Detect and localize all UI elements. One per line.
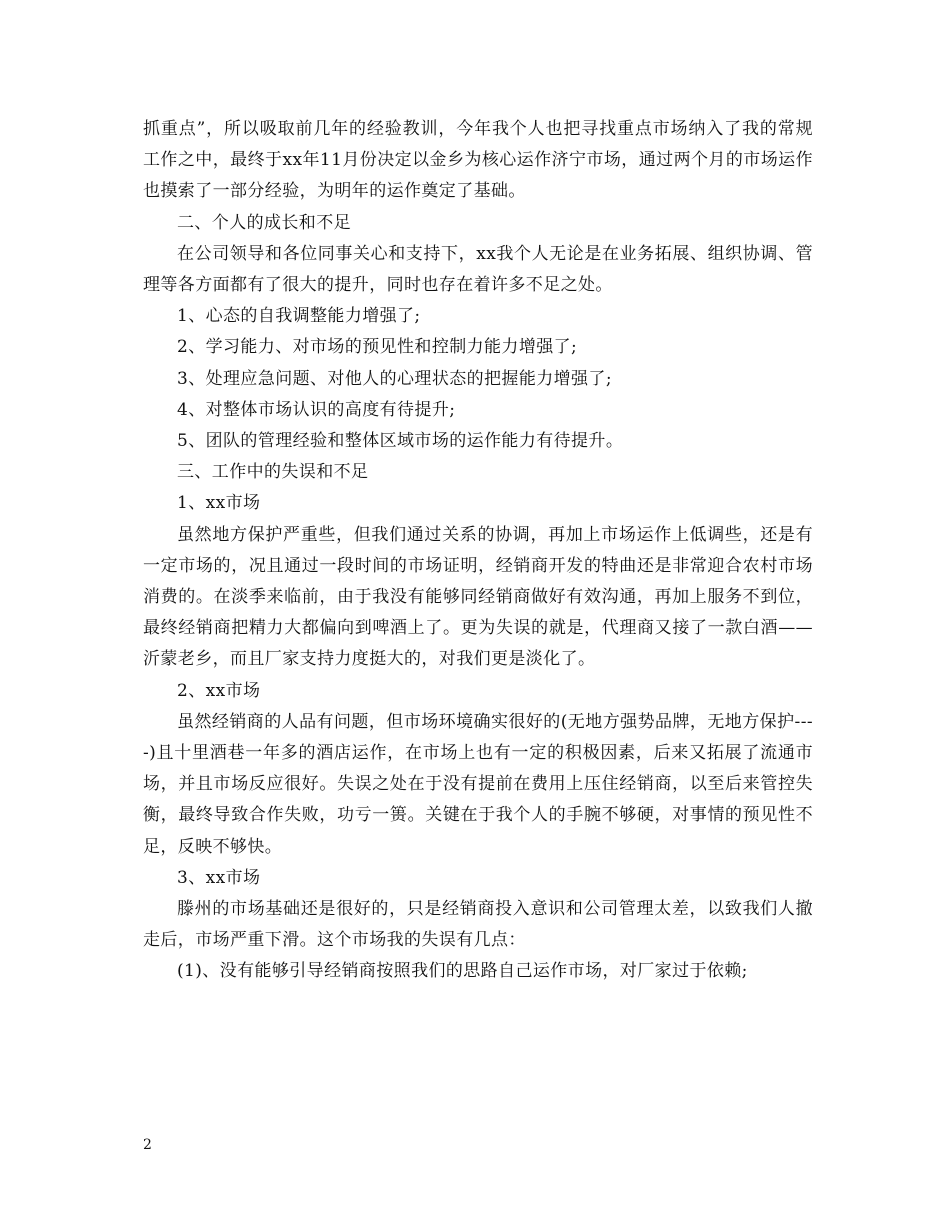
section-heading-personal-growth: 二、个人的成长和不足	[177, 212, 351, 233]
section-heading-mistakes: 三、工作中的失误和不足	[177, 462, 369, 483]
page-number: 2	[143, 1137, 152, 1153]
list-item-emergency-handling: 3、处理应急问题、对他人的心理状态的把握能力增强了;	[177, 368, 612, 389]
paragraph-market-2: 虽然经销商的人品有问题，但市场环境确实很好的(无地方强势品牌，无地方保护----)且十里酒巷一年多的酒店运作，在市场上也有一定的积极因素，后来又拓展了流通市场，并且市场反应很好。失误之处在于没有提前在费用上压住经销商，以至后来管控失衡，最终导致合作失败，功亏一篑。关键在于我个人的手腕不够硬，对事情的预见性不足，反映不够快。	[143, 711, 813, 857]
list-item-mistake-1: (1)、没有能够引导经销商按照我们的思路自己运作市场，对厂家过于依赖;	[177, 961, 748, 982]
paragraph-market-1: 虽然地方保护严重些，但我们通过关系的协调，再加上市场运作上低调些，还是有一定市场的，况且通过一段时间的市场证明，经销商开发的特曲还是非常迎合农村市场消费的。在淡季来临前，由于我没有能够同经销商做好有效沟通，再加上服务不到位，最终经销商把精力大都偏向到啤酒上了。更为失误的就是，代理商又接了一款白酒——沂蒙老乡，而且厂家支持力度挺大的，对我们更是淡化了。	[143, 524, 813, 670]
paragraph-growth-intro: 在公司领导和各位同事关心和支持下，xx我个人无论是在业务拓展、组织协调、管理等各方面都有了很大的提升，同时也存在着许多不足之处。	[143, 243, 813, 296]
subheading-market-1: 1、xx市场	[177, 493, 261, 514]
paragraph-market-3: 滕州的市场基础还是很好的，只是经销商投入意识和公司管理太差，以致我们人撤走后，市场严重下滑。这个市场我的失误有几点：	[143, 899, 813, 951]
list-item-team-management: 5、团队的管理经验和整体区域市场的运作能力有待提升。	[177, 431, 624, 452]
paragraph-continuation: 抓重点”，所以吸取前几年的经验教训，今年我个人也把寻找重点市场纳入了我的常规工作之中，最终于xx年11月份决定以金乡为核心运作济宁市场，通过两个月的市场运作也摸索了一部分经验，为明年的运作奠定了基础。	[143, 119, 813, 202]
document-body	[143, 114, 813, 988]
list-item-market-awareness: 4、对整体市场认识的高度有待提升;	[177, 399, 456, 420]
subheading-market-2: 2、xx市场	[177, 680, 261, 701]
subheading-market-3: 3、xx市场	[177, 867, 261, 888]
list-item-learning: 2、学习能力、对市场的预见性和控制力能力增强了;	[177, 337, 578, 358]
list-item-mindset: 1、心态的自我调整能力增强了;	[177, 306, 421, 327]
